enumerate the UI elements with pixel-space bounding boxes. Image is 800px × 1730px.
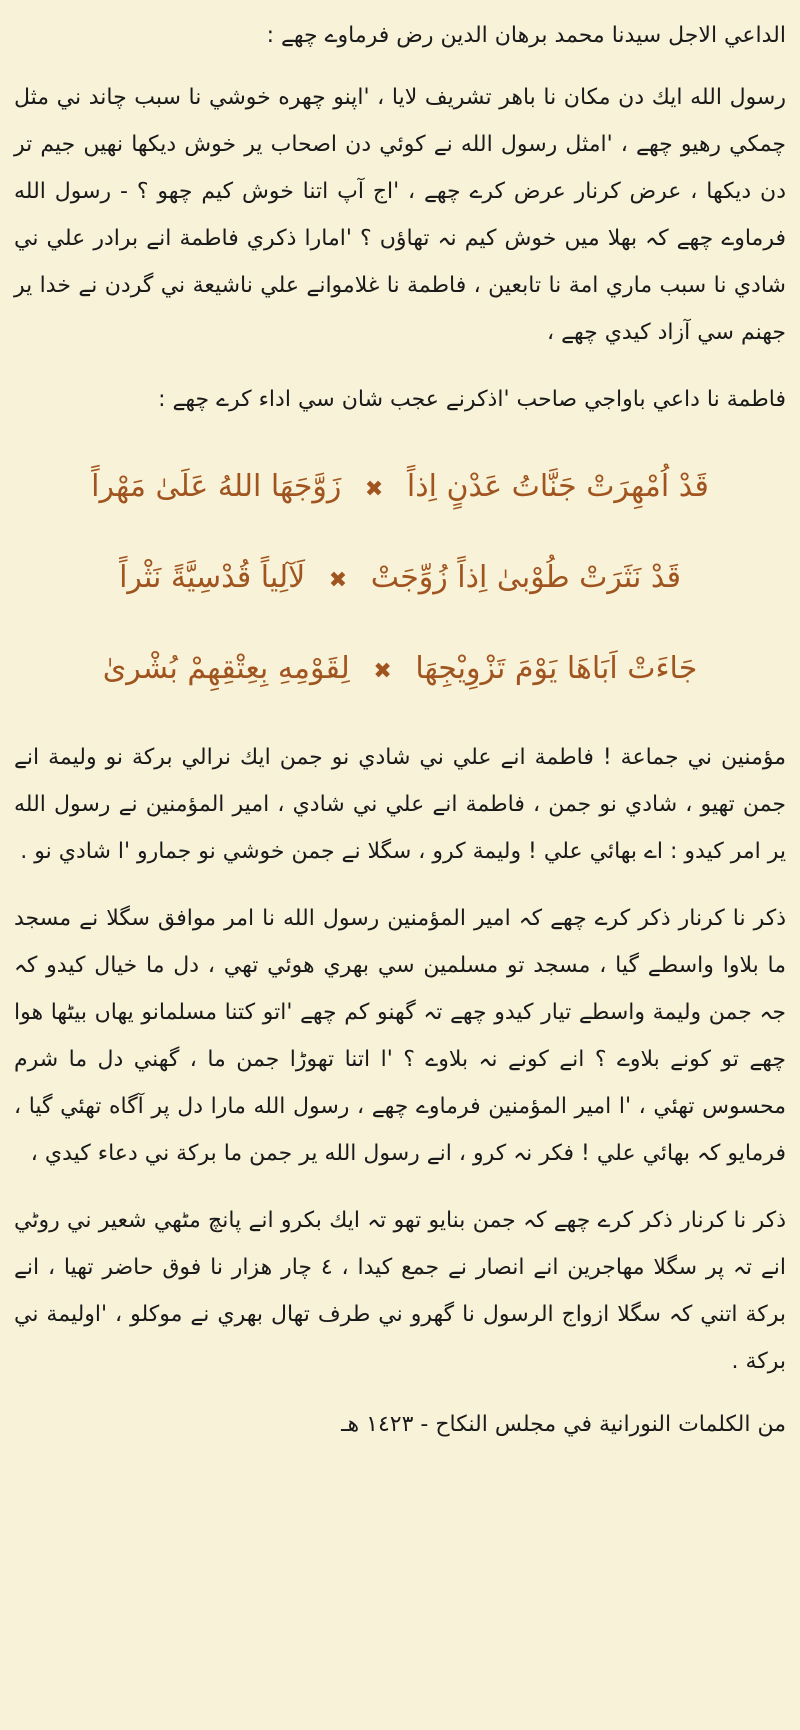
poem-verse-1 [14, 443, 786, 534]
verse-first-hemistich: قَدْ اُمْهِرَتْ جَنَّاتُ عَدْنٍ اِذاً [406, 469, 709, 504]
paragraph-3: مؤمنين ني جماعة ! فاطمة انے علي ني شادي نو جمن ايك نرالي بركة نو وليمة انے جمن تهيو ، شادي نو جمن ، فاطمة انے علي ني شادي ، امير المؤمنين نے رسول الله ير امر كيدو : اے بهائي علي ! وليمة كرو ، سگلا نے جمن خوشي نو جمارو 'ا شادي نو . [14, 745, 786, 864]
verse-first-hemistich: جَاءَتْ اَبَاهَا يَوْمَ تَزْوِيْجِهَا [415, 651, 698, 686]
verse-first-hemistich: قَدْ نَثَرَتْ طُوْبىٰ اِذاً زُوِّجَتْ [370, 560, 681, 595]
verse-separator-icon: ✖ [373, 659, 392, 684]
verse-second-hemistich: لِقَوْمِهِ بِعِتْقِهِمْ بُشْرىٰ [102, 651, 350, 686]
paragraph-5: ذكر نا كرنار ذكر كرے چھے كہ جمن بنايو تهو تہ ايك بكرو انے پانچ مٹهي شعير ني روٹي انے تہ پر سگلا مهاجرين انے انصار نے جمع كيدا ، ٤ چار هزار نا فوق حاضر تهيا ، انے بركة اتني كہ سگلا ازواج الرسول نا گهرو ني طرف تهال بهري نے موكلو ، 'اوليمة ني بركة . [14, 1208, 786, 1374]
poem [14, 443, 786, 716]
poem-verse-3 [14, 625, 786, 716]
paragraph-4: ذكر نا كرنار ذكر كرے چھے كہ امير المؤمنين رسول الله نا امر موافق سگلا نے مسجد ما بلاوا واسطے گيا ، مسجد تو مسلمين سي بهري هوئي تهي ، دل ما خيال كيدو كہ جہ جمن وليمة واسطے تيار كيدو چھے تہ گهنو كم چھے 'اتو كتنا مسلمانو يهاں بيٹھا هوا چھے تو كونے بلاوے ؟ انے كونے نہ بلاوے ؟ 'ا اتنا تهوڑا جمن ما ، گهني دل ما شرم محسوس تهئي ، 'ا امير المؤمنين فرماوے چھے ، رسول الله مارا دل پر آگاه تهئي گيا ، فرمايو كہ بهائي علي ! فكر نہ كرو ، انے رسول الله ير جمن ما بركة ني دعاء كيدي ، [14, 906, 786, 1166]
paragraph-1: رسول الله ايك دن مكان نا باهر تشريف لايا ، 'اپنو چهره خوشي نا سبب چاند ني مثل چمكي رهيو چھے ، 'امثل رسول الله نے كوئي دن اصحاب ير خوش ديكها نهيں جيم تر دن ديكها ، عرض كرنار عرض كرے چھے ، 'اج آپ اتنا خوش كيم چهو ؟ - رسول الله فرماوے چھے كہ بهلا ميں خوش كيم نہ تهاؤں ؟ 'امارا ذكري فاطمة انے برادر علي ني شادي نا سبب ماري امة نا تابعين ، فاطمة نا غلاموانے علي ناشيعة ني گردن نے خدا ير جهنم سي آزاد كيدي چھے ، [14, 85, 786, 345]
intro-line: الداعي الاجل سيدنا محمد برهان الدين رض فرماوے چھے : [266, 23, 786, 48]
verse-separator-icon: ✖ [364, 477, 384, 502]
verse-second-hemistich: لَآلِياً قُدْسِيَّةً نَثْراً [119, 560, 306, 595]
verse-second-hemistich: زَوَّجَهَا اللهُ عَلَىٰ مَهْراً [91, 469, 342, 504]
verse-separator-icon: ✖ [328, 568, 348, 593]
source-citation: من الكلمات النورانية في مجلس النكاح - ١٤٢٣ هـ [341, 1412, 786, 1437]
paragraph-2: فاطمة نا داعي باواجي صاحب 'اذكرنے عجب شان سي اداء كرے چھے : [158, 387, 786, 412]
poem-verse-2 [14, 534, 786, 625]
